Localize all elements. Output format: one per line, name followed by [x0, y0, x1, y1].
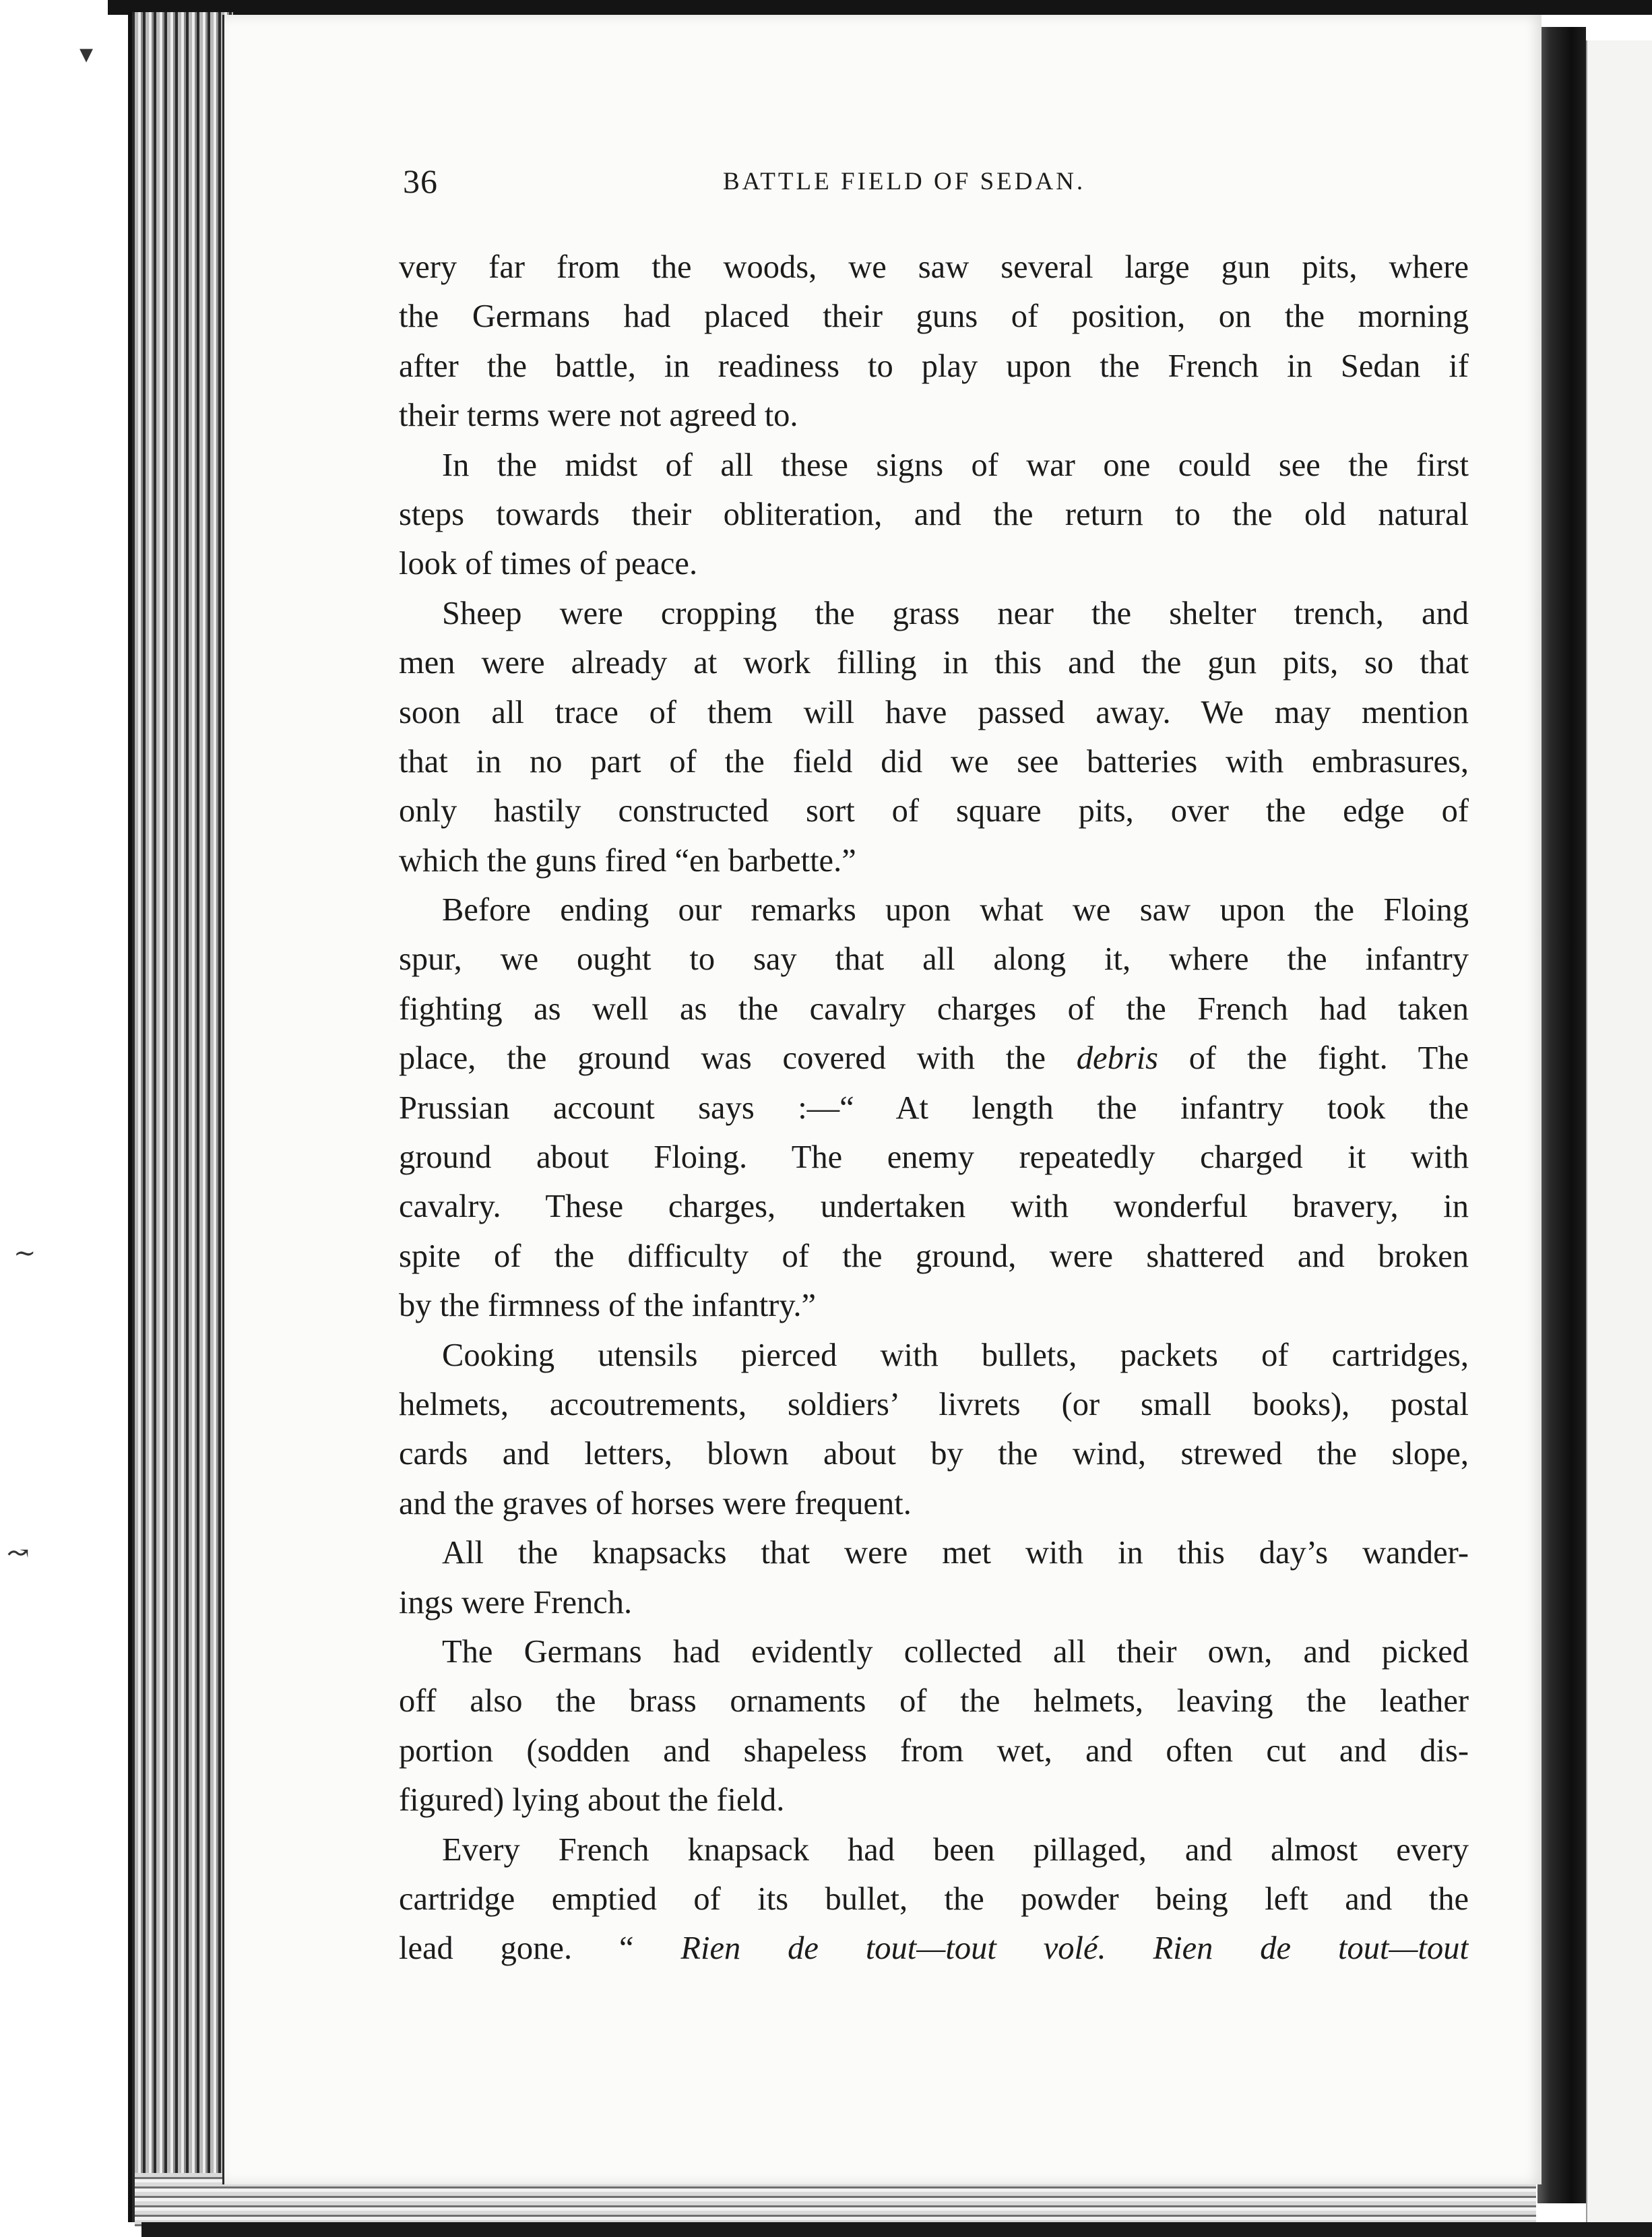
- text-line: which the guns fired “en barbette.”: [399, 842, 856, 879]
- running-title: BATTLE FIELD OF SEDAN.: [723, 168, 1086, 195]
- text-line: steps towards their obliteration, and the return to the old natural: [399, 496, 1469, 532]
- scan-speck: ↝: [7, 1538, 30, 1568]
- scan-speck: ▾: [80, 38, 94, 69]
- text-line: Every French knapsack had been pillaged, and almost every: [442, 1831, 1469, 1868]
- italic-phrase: Rien de tout—tout volé. Rien de tout—tout: [680, 1930, 1469, 1967]
- text-line: cards and letters, blown about by the wind, strewed the slope,: [399, 1436, 1469, 1472]
- book-binding: [1537, 27, 1586, 2203]
- text-line: ings were French.: [399, 1584, 633, 1620]
- text-line: the Germans had placed their guns of position, on the morning: [399, 298, 1469, 335]
- text-line: Sheep were cropping the grass near the shelter trench, and: [442, 595, 1469, 631]
- text-run: of the fight. The: [1158, 1040, 1469, 1077]
- book-page-edges: [128, 12, 233, 2222]
- text-line: their terms were not agreed to.: [399, 398, 798, 434]
- text-line: cartridge emptied of its bullet, the powder being left and the: [399, 1881, 1469, 1917]
- text-line: helmets, accoutrements, soldiers’ livrets (or small books), postal: [399, 1386, 1469, 1422]
- running-head: [403, 162, 1461, 202]
- text-line: and the graves of horses were frequent.: [399, 1485, 912, 1521]
- text-line: [399, 1034, 1469, 1083]
- scan-speck: ∼: [13, 1238, 36, 1268]
- text-line: very far from the woods, we saw several large gun pits, where: [399, 249, 1469, 285]
- text-line: All the knapsacks that were met with in this day’s wander-: [442, 1535, 1469, 1571]
- scan-border-top: [108, 0, 1652, 15]
- text-line: after the battle, in readiness to play upon the French in Sedan if: [399, 348, 1469, 384]
- text-line: look of times of peace.: [399, 546, 698, 582]
- text-line: only hastily constructed sort of square pits, over the edge of: [399, 793, 1469, 829]
- text-line: fighting as well as the cavalry charges of the French had taken: [399, 990, 1469, 1027]
- text-line: figured) lying about the field.: [399, 1782, 785, 1819]
- text-line: ground about Floing. The enemy repeatedly charged it with: [399, 1139, 1469, 1176]
- text-line: that in no part of the field did we see batteries with embrasures,: [399, 743, 1469, 780]
- facing-page-edge: [1586, 40, 1652, 2224]
- text-run: lead gone. “: [399, 1930, 681, 1967]
- text-line: men were already at work filling in this and the gun pits, so that: [399, 645, 1469, 681]
- text-line: portion (sodden and shapeless from wet, and often cut and dis-: [399, 1732, 1469, 1769]
- scan-border-bottom: [141, 2222, 1652, 2237]
- text-line: soon all trace of them will have passed away. We may mention: [399, 694, 1469, 730]
- text-line: Cooking utensils pierced with bullets, packets of cartridges,: [442, 1337, 1469, 1373]
- text-line: by the firmness of the infantry.”: [399, 1288, 817, 1324]
- italic-word: debris: [1076, 1040, 1159, 1077]
- text-line: [399, 1924, 1469, 1973]
- text-line: spite of the difficulty of the ground, were shattered and broken: [399, 1238, 1469, 1274]
- text-line: cavalry. These charges, undertaken with wonderful bravery, in: [399, 1189, 1469, 1225]
- text-line: Prussian account says :—“ At length the infantry took the: [399, 1090, 1469, 1126]
- text-line: The Germans had evidently collected all their own, and picked: [442, 1633, 1469, 1670]
- text-run: place, the ground was covered with the: [399, 1040, 1077, 1077]
- text-line: In the midst of all these signs of war one could see the first: [442, 447, 1469, 483]
- page-number: 36: [403, 162, 438, 200]
- text-line: off also the brass ornaments of the helmets, leaving the leather: [399, 1683, 1469, 1720]
- text-line: Before ending our remarks upon what we saw upon the Floing: [442, 892, 1469, 928]
- body-text: [399, 243, 1469, 1974]
- text-line: spur, we ought to say that all along it, where the infantry: [399, 941, 1469, 978]
